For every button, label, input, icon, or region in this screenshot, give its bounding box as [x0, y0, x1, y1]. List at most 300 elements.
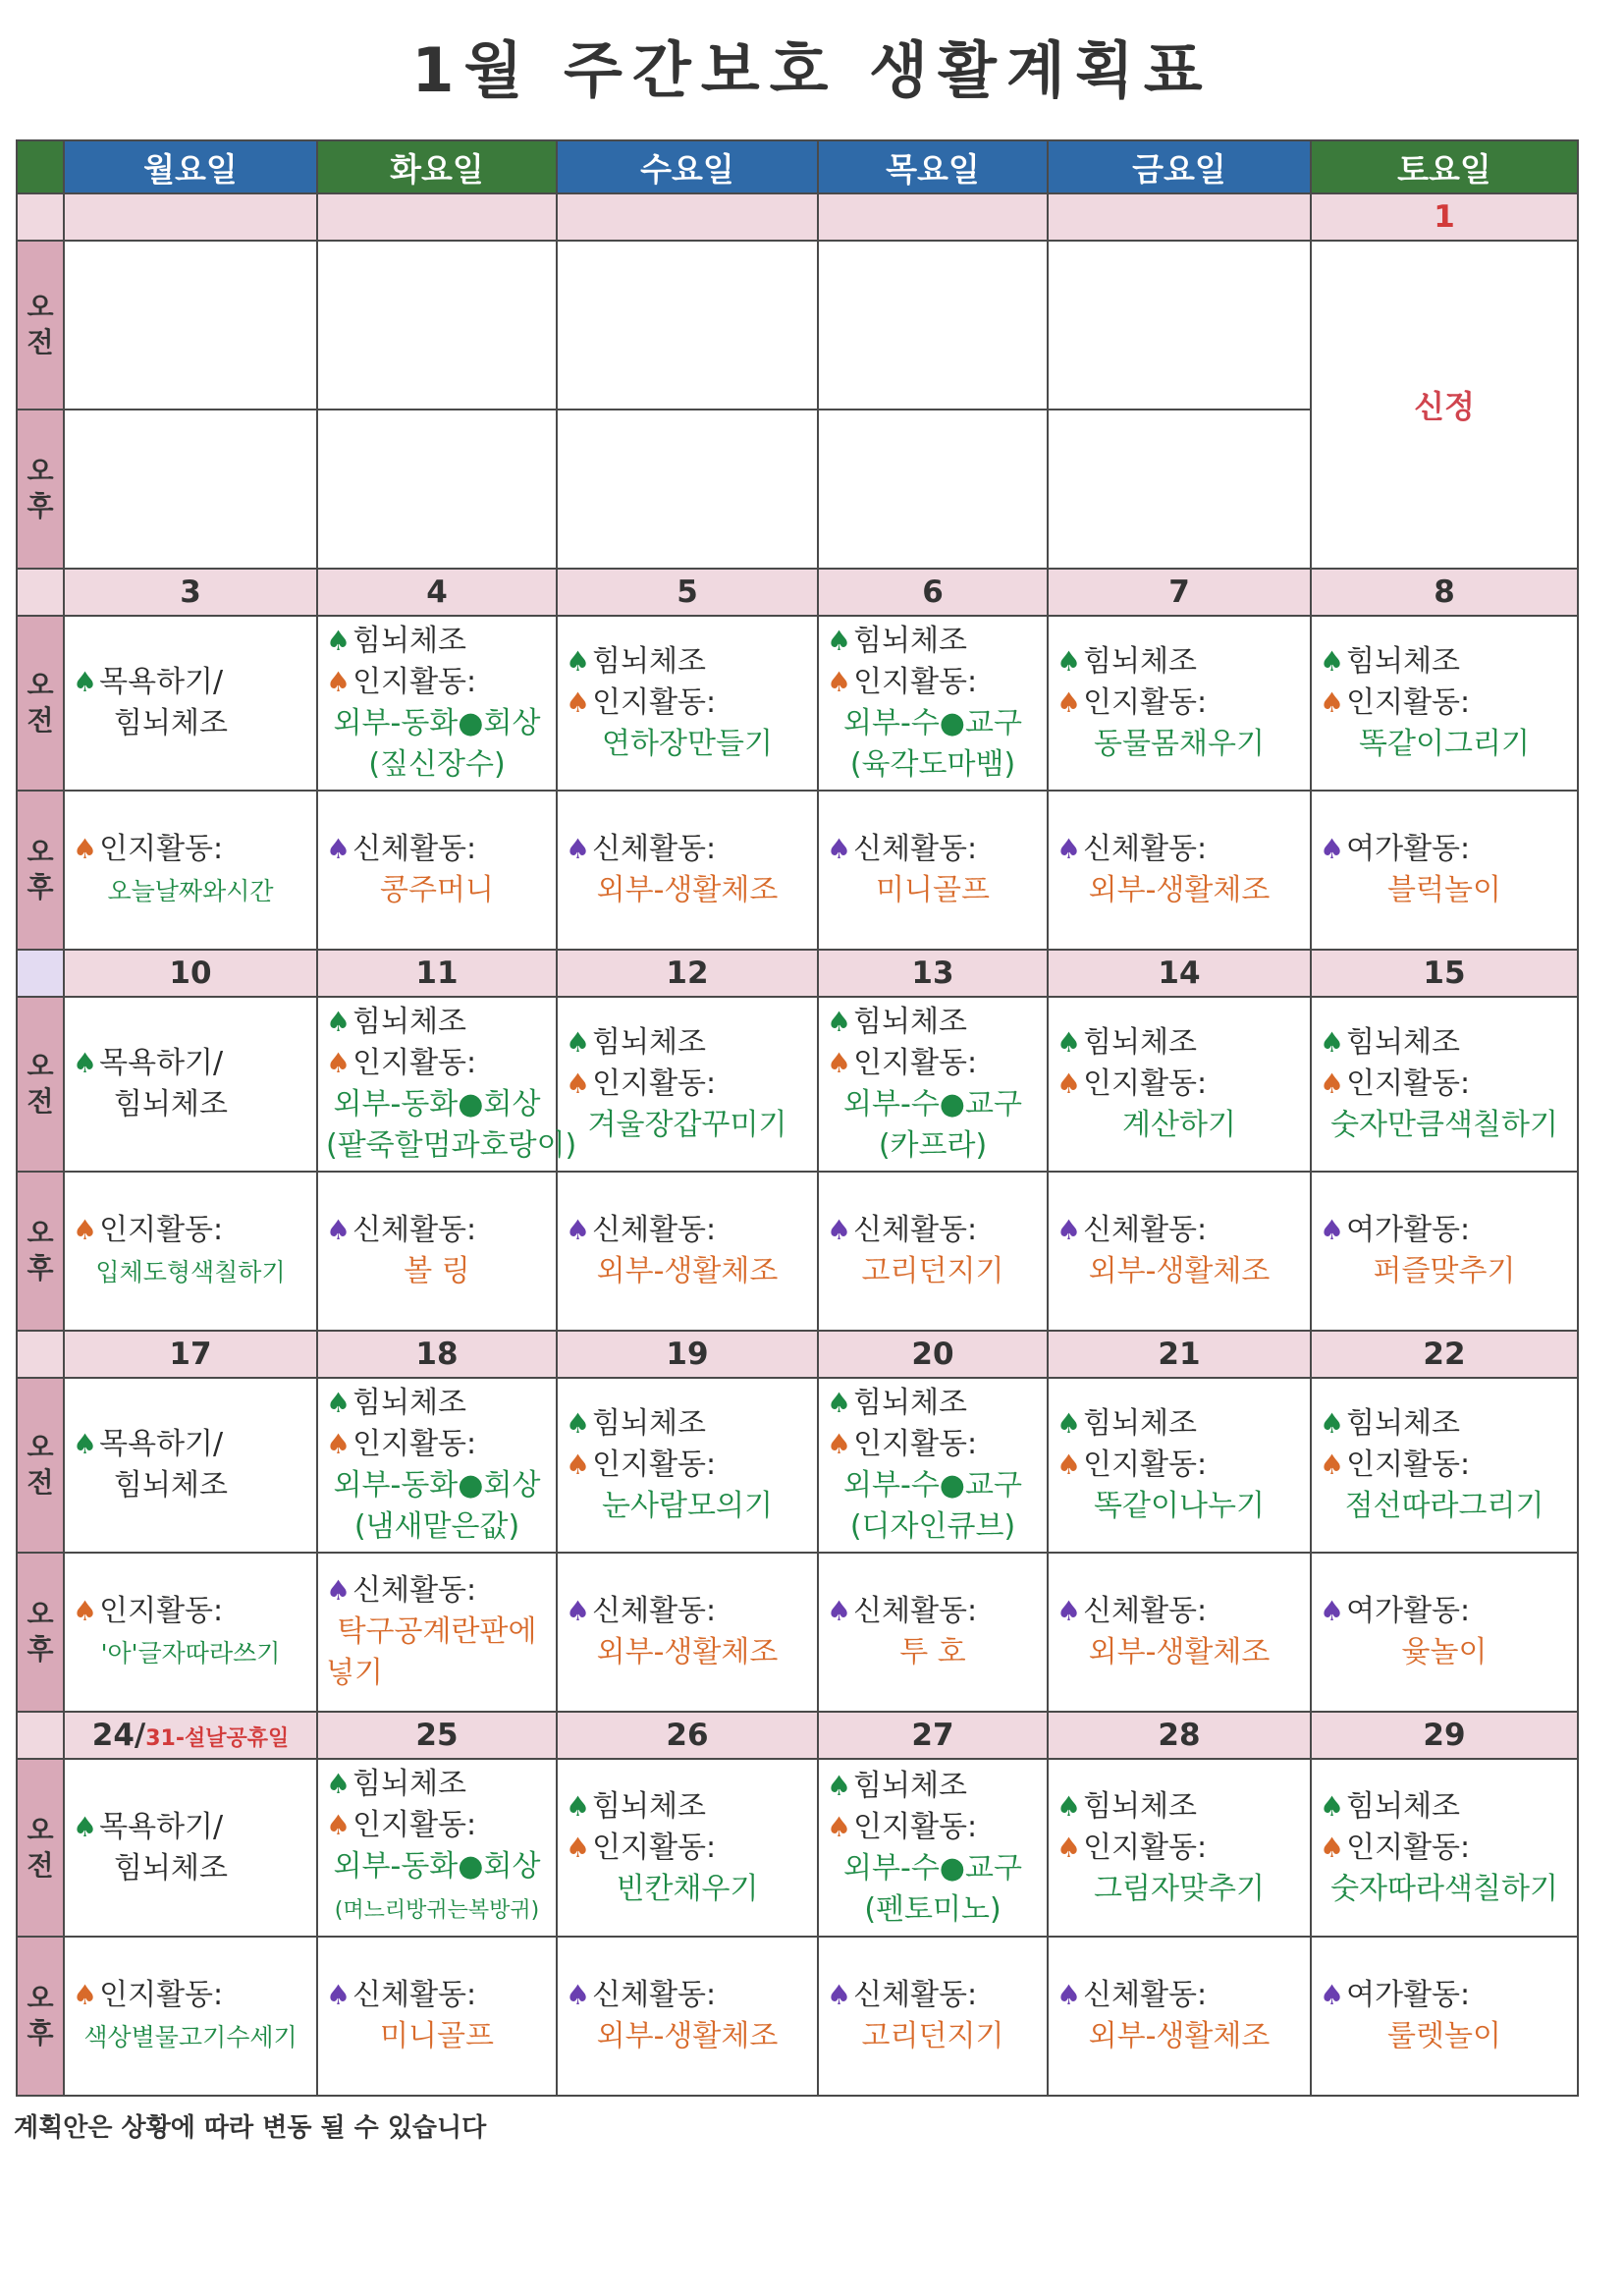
activity-text: 외부-생활체조	[596, 2019, 779, 2053]
activity-text: 인지활동:	[592, 1448, 717, 1482]
spade-icon: ♠	[827, 1769, 852, 1802]
spade-icon: ♠	[1320, 1214, 1345, 1246]
spade-icon: ♠	[73, 1978, 98, 2011]
activity-line	[1320, 724, 1569, 765]
activity-text: 미니골프	[876, 873, 990, 907]
date-cell: 12	[557, 950, 818, 997]
activity-line	[1056, 641, 1302, 683]
am-activity-cell	[818, 1378, 1048, 1553]
activity-line	[73, 1807, 308, 1848]
activity-line	[566, 1591, 809, 1632]
activity-line	[326, 1805, 548, 1846]
activity-text: 똑같이나누기	[1094, 1489, 1265, 1523]
activity-text: 힘뇌체조	[1346, 644, 1461, 679]
activity-line	[566, 1975, 809, 2016]
date-cell: 15	[1311, 950, 1578, 997]
date-cell: 3	[64, 569, 317, 616]
activity-line	[73, 1848, 308, 1889]
am-activity-cell	[317, 616, 557, 791]
activity-text: 힘뇌체조	[352, 1005, 467, 1039]
activity-line	[827, 1043, 1039, 1084]
activity-text: 인지활동:	[853, 1427, 978, 1461]
date-cell: 20	[818, 1331, 1048, 1378]
activity-text: 신체활동:	[853, 1594, 978, 1628]
activity-line	[1056, 1828, 1302, 1869]
activity-text: 인지활동:	[352, 665, 477, 699]
spade-icon: ♠	[1056, 833, 1082, 865]
activity-text: 색상별물고기수세기	[83, 2022, 298, 2051]
activity-text: 힘뇌체조	[853, 1005, 968, 1039]
activity-line	[566, 683, 809, 724]
spade-icon: ♠	[1320, 1407, 1345, 1440]
activity-text: 힘뇌체조	[1346, 1025, 1461, 1060]
activity-line	[566, 1210, 809, 1251]
activity-text: 힘뇌체조	[1083, 644, 1198, 679]
spade-icon: ♠	[73, 1594, 98, 1627]
date-cell: 28	[1048, 1712, 1311, 1759]
spade-icon: ♠	[73, 1810, 98, 1843]
header-friday: 금요일	[1048, 140, 1311, 193]
activity-line	[326, 1084, 548, 1125]
activity-text: 넣기	[326, 1656, 383, 1690]
pm-label: 오 후	[17, 410, 64, 569]
activity-text: (카프라)	[878, 1128, 988, 1163]
activity-line	[1056, 1064, 1302, 1105]
activity-text: 신체활동:	[1083, 1978, 1208, 2012]
date-cell: 6	[818, 569, 1048, 616]
am-activity-cell	[1311, 1378, 1578, 1553]
date-cell	[317, 193, 557, 241]
activity-line	[827, 621, 1039, 662]
activity-text: 외부-생활체조	[1088, 2019, 1271, 2053]
am-activity-cell	[818, 616, 1048, 791]
spade-icon: ♠	[326, 1006, 352, 1038]
am-row	[17, 241, 1578, 410]
activity-line	[1056, 1105, 1302, 1146]
activity-text: 신체활동:	[352, 832, 477, 866]
spade-icon: ♠	[326, 1387, 352, 1419]
activity-line	[326, 1251, 548, 1292]
activity-line	[1056, 1403, 1302, 1445]
am-activity-cell	[557, 1378, 818, 1553]
activity-line	[1320, 1869, 1569, 1910]
spade-icon: ♠	[1056, 645, 1082, 678]
am-activity-cell	[557, 997, 818, 1172]
activity-text: 외부-생활체조	[1088, 1254, 1271, 1288]
pm-activity-cell	[1311, 1172, 1578, 1331]
spade-icon: ♠	[1056, 1026, 1082, 1059]
activity-text: 겨울장갑꾸미기	[587, 1108, 787, 1142]
date-row-side	[17, 950, 64, 997]
date-cell	[1311, 193, 1578, 241]
spade-icon: ♠	[566, 645, 591, 678]
activity-text: 블럭놀이	[1387, 873, 1501, 907]
activity-text: 힘뇌체조	[114, 1087, 228, 1121]
spade-icon: ♠	[1056, 1067, 1082, 1100]
activity-line	[566, 1869, 809, 1910]
activity-text: 외부-동화●회상	[333, 1849, 541, 1884]
activity-line	[827, 703, 1039, 744]
date-cell: 11	[317, 950, 557, 997]
activity-text: 인지활동:	[352, 1427, 477, 1461]
spade-icon: ♠	[1056, 1449, 1082, 1481]
activity-line	[1320, 1975, 1569, 2016]
activity-line	[1056, 1251, 1302, 1292]
am-label: 오 전	[17, 1378, 64, 1553]
activity-line	[1056, 1210, 1302, 1251]
activity-text: 힘뇌체조	[592, 1406, 707, 1441]
empty-cell	[818, 410, 1048, 569]
spade-icon: ♠	[326, 625, 352, 657]
activity-line	[73, 1424, 308, 1465]
footer-note: 계획안은 상황에 따라 변동 될 수 있습니다	[14, 2113, 487, 2143]
activity-text: 연하장만들기	[602, 727, 773, 761]
spade-icon: ♠	[827, 833, 852, 865]
empty-cell	[317, 410, 557, 569]
empty-cell	[64, 241, 317, 410]
pm-activity-cell	[1048, 1937, 1311, 2096]
activity-line	[73, 1975, 308, 2016]
weekday-header-row	[17, 140, 1578, 193]
spade-icon: ♠	[1056, 1831, 1082, 1864]
activity-text: 인지활동:	[1083, 1066, 1208, 1101]
header-thursday: 목요일	[818, 140, 1048, 193]
activity-text: 인지활동:	[99, 1212, 224, 1247]
activity-line	[566, 1828, 809, 1869]
pm-row	[17, 1937, 1578, 2096]
activity-text: 힘뇌체조	[853, 624, 968, 658]
activity-text: 힘뇌체조	[352, 1386, 467, 1420]
activity-line	[1320, 683, 1569, 724]
activity-line	[326, 1465, 548, 1506]
activity-text: 목욕하기/	[99, 1046, 224, 1080]
activity-line	[73, 1084, 308, 1125]
pm-activity-cell	[818, 1553, 1048, 1712]
spade-icon: ♠	[1056, 686, 1082, 719]
activity-line	[326, 1043, 548, 1084]
spade-icon: ♠	[1320, 686, 1345, 719]
spade-icon: ♠	[1320, 1067, 1345, 1100]
am-activity-cell	[1311, 1759, 1578, 1937]
pm-activity-cell	[1048, 1172, 1311, 1331]
activity-line	[566, 1064, 809, 1105]
empty-cell	[557, 241, 818, 410]
date-cell: 19	[557, 1331, 818, 1378]
activity-line	[73, 829, 308, 870]
spade-icon: ♠	[326, 1979, 352, 2011]
activity-line	[326, 1424, 548, 1465]
spade-icon: ♠	[73, 666, 98, 698]
pm-activity-cell	[64, 1937, 317, 2096]
activity-line	[827, 1889, 1039, 1931]
date-row-side	[17, 1331, 64, 1378]
date-row	[17, 569, 1578, 616]
am-activity-cell	[1048, 1378, 1311, 1553]
activity-text: 여가활동:	[1346, 1213, 1471, 1247]
activity-line	[326, 1846, 548, 1887]
date-row	[17, 950, 1578, 997]
spade-icon: ♠	[566, 833, 591, 865]
activity-line	[827, 1766, 1039, 1807]
am-row	[17, 1759, 1578, 1937]
am-row	[17, 1378, 1578, 1553]
activity-line	[326, 1210, 548, 1251]
activity-text: (디자인큐브)	[849, 1509, 1016, 1544]
spade-icon: ♠	[326, 833, 352, 865]
spade-icon: ♠	[326, 1214, 352, 1246]
activity-line	[326, 1383, 548, 1424]
activity-text: 빈칸채우기	[616, 1871, 759, 1906]
date-cell: 13	[818, 950, 1048, 997]
activity-line	[827, 870, 1039, 911]
activity-text: 힘뇌체조	[1083, 1788, 1198, 1824]
activity-text: 고리던지기	[861, 1254, 1004, 1288]
activity-line	[566, 870, 809, 911]
activity-text: 신체활동:	[1083, 1213, 1208, 1247]
spade-icon: ♠	[827, 666, 852, 698]
date-cell: 22	[1311, 1331, 1578, 1378]
activity-text: 인지활동:	[1083, 685, 1208, 720]
activity-line	[827, 2016, 1039, 2057]
activity-line	[73, 1465, 308, 1506]
empty-cell	[818, 241, 1048, 410]
am-label: 오 전	[17, 616, 64, 791]
activity-line	[827, 1807, 1039, 1848]
activity-text: 인지활동:	[1346, 685, 1471, 720]
date-cell: 18	[317, 1331, 557, 1378]
spade-icon: ♠	[566, 1595, 591, 1627]
activity-line	[1320, 829, 1569, 870]
activity-text: 신체활동:	[1083, 832, 1208, 866]
header-corner	[17, 140, 64, 193]
activity-text: 인지활동:	[592, 1066, 717, 1101]
empty-cell	[64, 410, 317, 569]
header-tuesday: 화요일	[317, 140, 557, 193]
date-row-side	[17, 569, 64, 616]
activity-text: 인지활동:	[1346, 1448, 1471, 1482]
spade-icon: ♠	[827, 1047, 852, 1079]
activity-line	[1320, 1251, 1569, 1292]
pm-activity-cell	[64, 1553, 317, 1712]
spade-icon: ♠	[1320, 1789, 1345, 1823]
activity-text: 신체활동:	[352, 1978, 477, 2012]
activity-text: 인지활동:	[99, 1593, 224, 1628]
activity-text: (짚신장수)	[368, 747, 506, 782]
am-label: 오 전	[17, 241, 64, 410]
spade-icon: ♠	[1320, 1979, 1345, 2011]
activity-text: 신체활동:	[853, 1213, 978, 1247]
am-activity-cell	[1311, 997, 1578, 1172]
spade-icon: ♠	[326, 1574, 352, 1607]
activity-text: 여가활동:	[1346, 1594, 1471, 1628]
activity-line	[326, 1612, 548, 1653]
spade-icon: ♠	[566, 1831, 591, 1864]
activity-text: 신체활동:	[592, 1594, 717, 1628]
spade-icon: ♠	[566, 686, 591, 719]
pm-activity-cell	[317, 1937, 557, 2096]
activity-text: 힘뇌체조	[592, 644, 707, 679]
activity-line	[1320, 1828, 1569, 1869]
activity-line	[827, 744, 1039, 786]
activity-line	[827, 1506, 1039, 1548]
activity-text: (펜토미노)	[864, 1891, 1001, 1927]
activity-line	[326, 870, 548, 911]
activity-text: 힘뇌체조	[853, 1386, 968, 1420]
activity-line	[1320, 1064, 1569, 1105]
spade-icon: ♠	[827, 625, 852, 657]
am-label: 오 전	[17, 1759, 64, 1937]
activity-line	[73, 2016, 308, 2058]
activity-text: 그림자맞추기	[1094, 1871, 1265, 1906]
activity-text: 인지활동:	[99, 1977, 224, 2012]
spade-icon: ♠	[566, 1789, 591, 1823]
activity-line	[1320, 1403, 1569, 1445]
activity-line	[326, 1975, 548, 2016]
am-activity-cell	[1311, 616, 1578, 791]
date-number: 24/	[91, 1718, 146, 1753]
activity-line	[326, 662, 548, 703]
am-activity-cell	[1048, 997, 1311, 1172]
date-cell: 26	[557, 1712, 818, 1759]
activity-text: 여가활동:	[1346, 1978, 1471, 2012]
activity-line	[566, 1022, 809, 1064]
date-cell: 21	[1048, 1331, 1311, 1378]
date-cell	[557, 193, 818, 241]
date-number: 1	[1434, 199, 1455, 235]
activity-line	[326, 1887, 548, 1932]
pm-activity-cell	[818, 791, 1048, 950]
spade-icon: ♠	[827, 1979, 852, 2011]
activity-text: 힘뇌체조	[853, 1768, 968, 1803]
activity-line	[827, 1125, 1039, 1167]
activity-line	[1056, 1786, 1302, 1828]
pm-activity-cell	[317, 791, 557, 950]
activity-line	[827, 662, 1039, 703]
activity-text: 외부-수●교구	[843, 1468, 1022, 1503]
activity-text: 힘뇌체조	[1083, 1025, 1198, 1060]
spade-icon: ♠	[1320, 1026, 1345, 1059]
activity-line	[566, 1786, 809, 1828]
activity-line	[1056, 1975, 1302, 2016]
spade-icon: ♠	[827, 1428, 852, 1460]
am-activity-cell	[64, 1759, 317, 1937]
activity-text: (며느리방귀는복방귀)	[334, 1898, 540, 1923]
am-activity-cell	[64, 1378, 317, 1553]
date-cell	[1048, 193, 1311, 241]
holiday-note: 신정	[1311, 241, 1578, 569]
activity-text: 인지활동:	[1346, 1066, 1471, 1101]
pm-activity-cell	[818, 1937, 1048, 2096]
activity-text: 윷놀이	[1401, 1635, 1488, 1669]
spade-icon: ♠	[1056, 1979, 1082, 2011]
activity-line	[326, 1506, 548, 1548]
activity-line	[1320, 1786, 1569, 1828]
activity-text: 룰렛놀이	[1387, 2019, 1501, 2053]
pm-activity-cell	[64, 791, 317, 950]
activity-line	[326, 1125, 577, 1167]
activity-line	[73, 1632, 308, 1674]
date-cell	[818, 193, 1048, 241]
pm-activity-cell	[317, 1172, 557, 1331]
activity-line	[1056, 1869, 1302, 1910]
activity-text: 외부-수●교구	[843, 706, 1022, 740]
activity-line	[827, 1210, 1039, 1251]
date-cell: 10	[64, 950, 317, 997]
activity-text: 인지활동:	[1346, 1830, 1471, 1865]
activity-line	[827, 1084, 1039, 1125]
activity-text: 힘뇌체조	[114, 1850, 228, 1886]
date-row	[17, 1331, 1578, 1378]
activity-line	[827, 829, 1039, 870]
activity-text: 점선따라그리기	[1344, 1489, 1544, 1523]
spade-icon: ♠	[73, 832, 98, 865]
activity-line	[1056, 1632, 1302, 1673]
activity-text: 인지활동:	[99, 831, 224, 866]
am-row	[17, 997, 1578, 1172]
spade-icon: ♠	[827, 1006, 852, 1038]
activity-line	[1056, 2016, 1302, 2057]
pm-activity-cell	[317, 1553, 557, 1712]
page-title: 1월 주간보호 생활계획표	[411, 34, 1213, 106]
activity-text: 신체활동:	[352, 1573, 477, 1608]
spade-icon: ♠	[1320, 833, 1345, 865]
pm-label: 오 후	[17, 1937, 64, 2096]
activity-line	[566, 1403, 809, 1445]
activity-line	[827, 1632, 1039, 1673]
activity-text: 힘뇌체조	[352, 624, 467, 658]
activity-text: 외부-동화●회상	[333, 706, 541, 740]
date-row-side	[17, 1712, 64, 1759]
activity-text: 인지활동:	[352, 1808, 477, 1842]
pm-activity-cell	[557, 1172, 818, 1331]
activity-text: 미니골프	[380, 2019, 494, 2053]
spade-icon: ♠	[1320, 1449, 1345, 1481]
activity-line	[566, 1105, 809, 1146]
activity-text: 인지활동:	[853, 1809, 978, 1844]
activity-line	[566, 1445, 809, 1486]
activity-line	[827, 1975, 1039, 2016]
activity-text: 힘뇌체조	[114, 706, 228, 740]
activity-line	[1320, 870, 1569, 911]
activity-line	[1056, 1022, 1302, 1064]
activity-line	[566, 1632, 809, 1673]
activity-line	[73, 870, 308, 912]
activity-text: 동물몸채우기	[1094, 727, 1265, 761]
activity-line	[326, 1764, 548, 1805]
am-activity-cell	[64, 997, 317, 1172]
activity-line	[1056, 1591, 1302, 1632]
activity-text: 인지활동:	[1083, 1448, 1208, 1482]
spade-icon: ♠	[566, 1407, 591, 1440]
am-activity-cell	[64, 616, 317, 791]
activity-text: 힘뇌체조	[352, 1767, 467, 1801]
activity-text: 외부-동화●회상	[333, 1468, 541, 1503]
activity-text: 힘뇌체조	[1346, 1788, 1461, 1824]
header-saturday: 토요일	[1311, 140, 1578, 193]
am-activity-cell	[317, 997, 577, 1172]
pm-row	[17, 1553, 1578, 1712]
activity-text: 힘뇌체조	[1083, 1406, 1198, 1441]
activity-line	[1056, 1445, 1302, 1486]
activity-line	[1320, 1105, 1569, 1146]
activity-text: 신체활동:	[1083, 1594, 1208, 1628]
date-row-side	[17, 193, 64, 241]
activity-line	[73, 703, 308, 744]
spade-icon: ♠	[73, 1428, 98, 1460]
activity-line	[566, 1486, 809, 1527]
pm-activity-cell	[1311, 1553, 1578, 1712]
activity-line	[566, 1251, 809, 1292]
